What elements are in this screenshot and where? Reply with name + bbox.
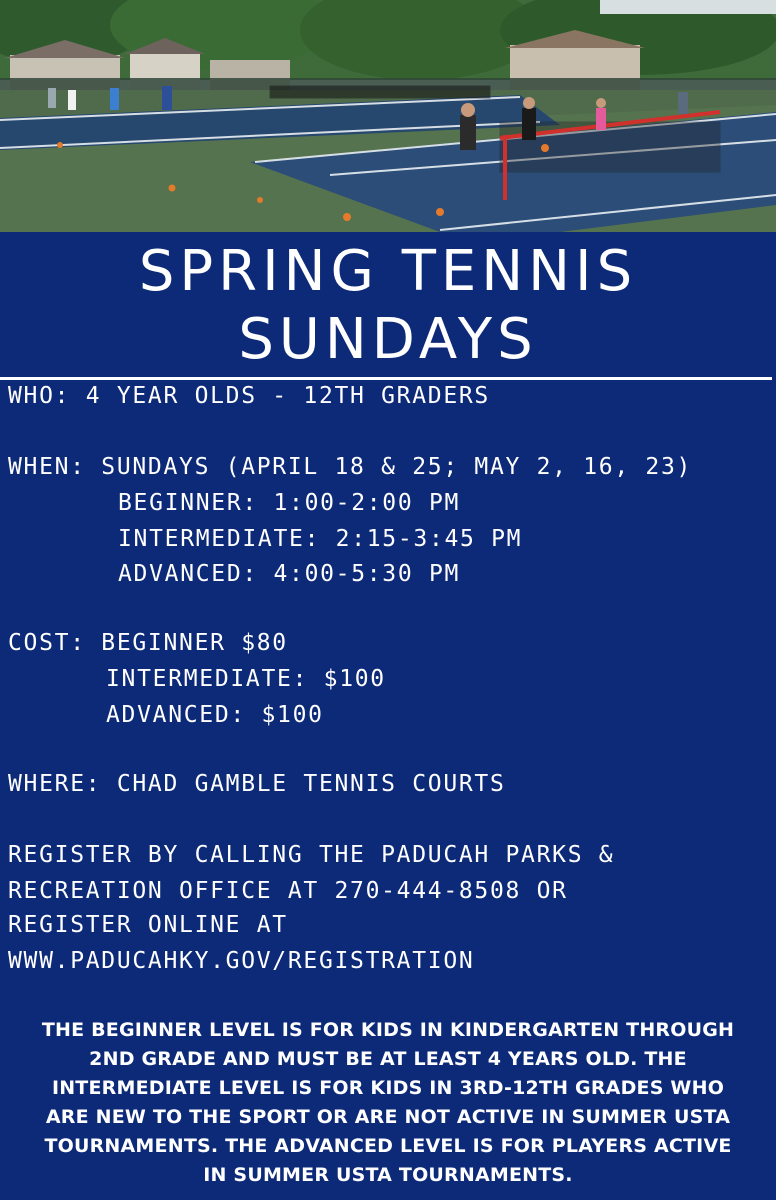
register-line-1: REGISTER BY CALLING THE PADUCAH PARKS & (8, 842, 615, 868)
note-line-2: 2ND GRADE AND MUST BE AT LEAST 4 YEARS OLD. THE (89, 1048, 687, 1070)
registration-url: WWW.PADUCAHKY.GOV/REGISTRATION (8, 948, 475, 974)
when-intermediate: INTERMEDIATE: 2:15-3:45 PM (118, 526, 523, 552)
title-line-1: SPRING TENNIS (138, 239, 638, 304)
note-line-1: THE BEGINNER LEVEL IS FOR KIDS IN KINDERGARTEN THROUGH (41, 1019, 735, 1041)
divider (0, 377, 772, 380)
note-line-3: INTERMEDIATE LEVEL IS FOR KIDS IN 3RD-12TH GRADES WHO (51, 1077, 725, 1099)
note-line-4: ARE NEW TO THE SPORT OR ARE NOT ACTIVE IN SUMMER USTA (45, 1106, 731, 1128)
note-line-6: IN SUMMER USTA TOURNAMENTS. (203, 1164, 573, 1186)
register-line-2: RECREATION OFFICE AT 270-444-8508 OR (8, 878, 568, 904)
who-line: WHO: 4 YEAR OLDS - 12TH GRADERS (8, 383, 490, 409)
note-line-5: TOURNAMENTS. THE ADVANCED LEVEL IS FOR PLAYERS ACTIVE (44, 1135, 732, 1157)
cost-line: COST: BEGINNER $80 (8, 630, 288, 656)
where-line: WHERE: CHAD GAMBLE TENNIS COURTS (8, 771, 506, 797)
level-note (0, 1016, 776, 1190)
when-line: WHEN: SUNDAYS (APRIL 18 & 25; MAY 2, 16, 23) (8, 454, 693, 480)
register-line-3: REGISTER ONLINE AT (8, 912, 288, 938)
title-line-2: SUNDAYS (238, 307, 538, 372)
cost-intermediate: INTERMEDIATE: $100 (106, 666, 386, 692)
when-beginner: BEGINNER: 1:00-2:00 PM (118, 490, 461, 516)
cost-advanced: ADVANCED: $100 (106, 702, 324, 728)
tennis-court-photo (0, 0, 776, 232)
when-advanced: ADVANCED: 4:00-5:30 PM (118, 561, 461, 587)
